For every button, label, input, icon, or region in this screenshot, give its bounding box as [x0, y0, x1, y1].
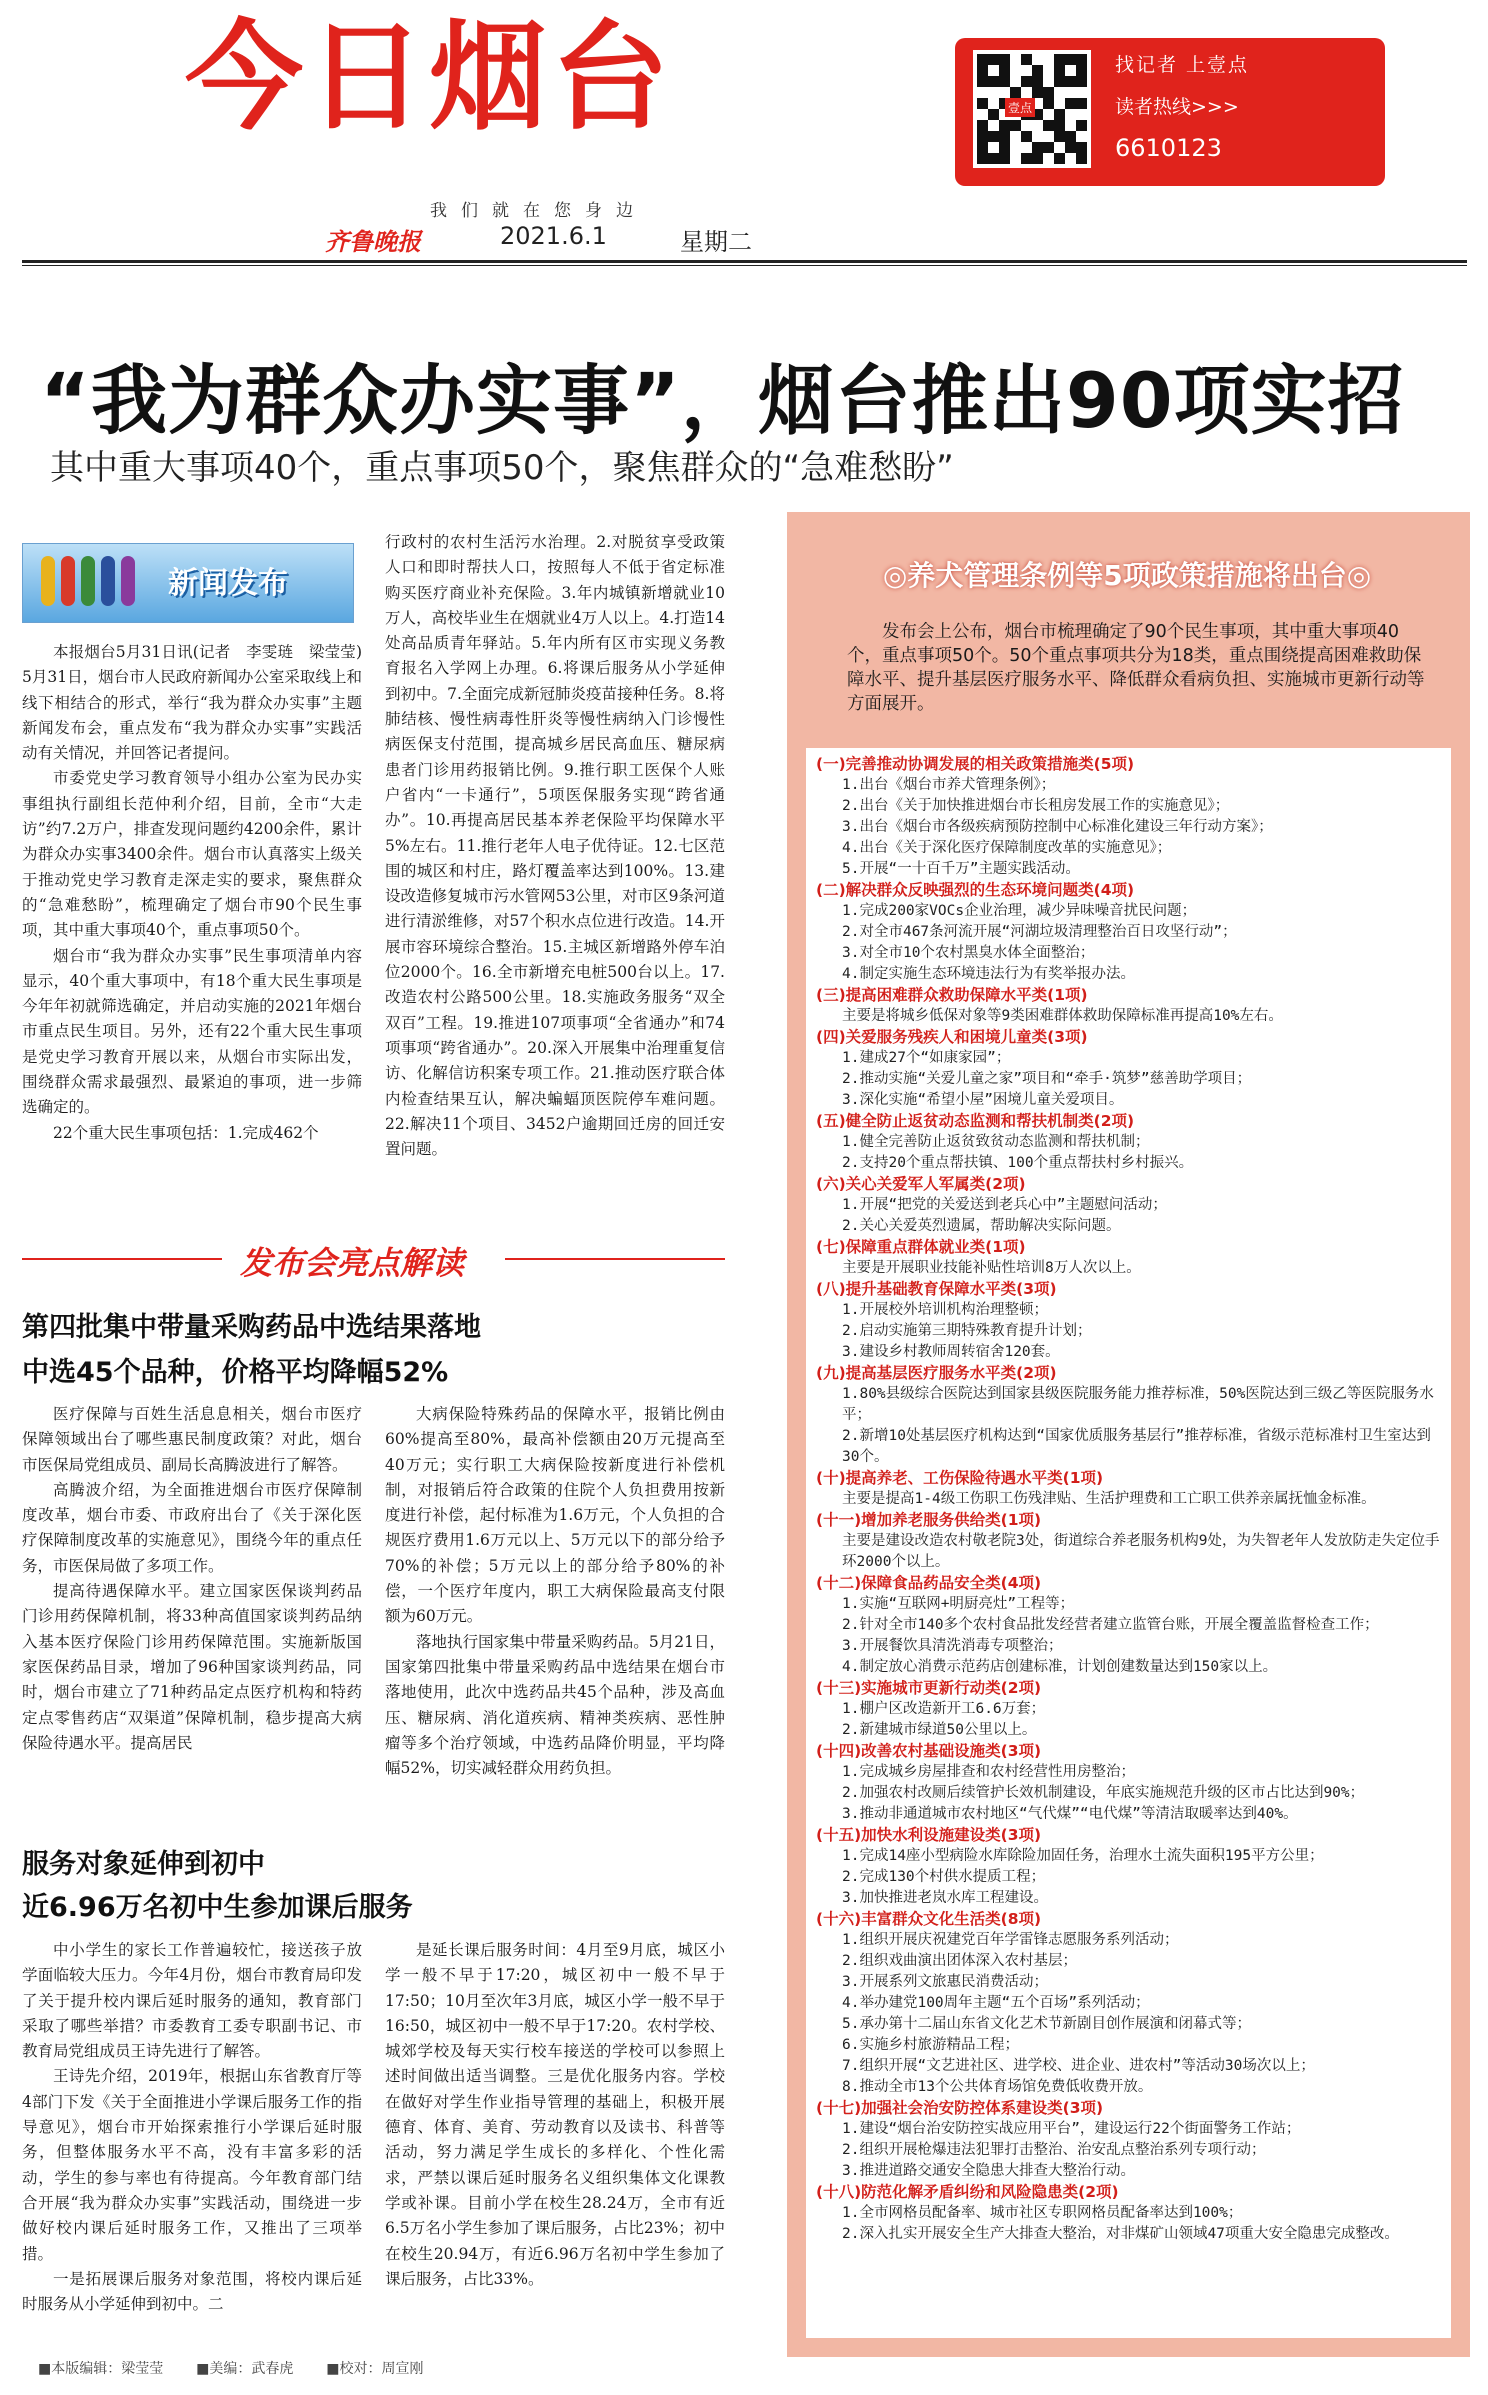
lead-paragraph: 烟台市“我为群众办实事”民生事项清单内容显示，40个重大事项中，有18个重大民生事项是今年年初就筛选确定，并启动实施的2021年烟台市重点民生项目。另外，还有22个重大民生事项是党史学习教育开展以来，从烟台市实际出发，围绕群众需求最强烈、最紧迫的事项，进一步筛选确定的。 — [22, 946, 362, 1117]
policy-item: 1.健全完善防止返贫致贫动态监测和帮扶机制； — [842, 1134, 1150, 1150]
policy-item: 1.80%县级综合医院达到国家县级医院服务能力推荐标准，50%医院达到三级乙等医院服务水平； — [842, 1386, 1434, 1423]
hotline-number: 6610123 — [1115, 134, 1222, 162]
policy-item: 4.举办建党100周年主题“五个百场”系列活动； — [842, 1995, 1150, 2011]
policy-item: 5.承办第十二届山东省文化艺术节新剧目创作展演和闭幕式等； — [842, 2016, 1251, 2032]
article1-title-line1: 第四批集中带量采购药品中选结果落地 — [22, 1312, 481, 1343]
policy-item: 4.制定放心消费示范药店创建标准，计划创建数量达到150家以上。 — [842, 1659, 1278, 1675]
lead-column-1 — [22, 640, 378, 1146]
policy-item: 1.建成27个“如康家园”； — [842, 1050, 1011, 1066]
policy-category-title: (十七)加强社会治安防控体系建设类(3项) — [816, 2099, 1104, 2117]
policy-category-title: (七)保障重点群体就业类(1项) — [816, 1238, 1026, 1256]
policy-item: 2.新建城市绿道50公里以上。 — [842, 1722, 1037, 1738]
banner-rule-right — [505, 1258, 725, 1260]
policy-item: 1.建设“烟台治安防控实战应用平台”，建设运行22个街面警务工作站； — [842, 2121, 1301, 2137]
article1-paragraph: 大病保险特殊药品的保障水平，报销比例由60%提高至80%，最高补偿额由20万元提高至40万元；实行职工大病保险按新度进行补偿机制，对报销后符合政策的住院个人负担费用按新度进行补偿，起付标准为1.6万元，个人负担的合规医疗费用1.6万元以上、5万元以下的部分给予70%的补偿；5万元以上的部分给予80%的补偿，一个医疗年度内，职工大病保险最高支付限额为60万元。 — [385, 1405, 725, 1626]
policy-category-title: (十三)实施城市更新行动类(2项) — [816, 1679, 1042, 1697]
lead-paragraph: 22个重大民生事项包括：1.完成462个 — [53, 1123, 319, 1142]
policy-item: 3.深化实施“希望小屋”困境儿童关爱项目。 — [842, 1092, 1124, 1108]
lead-paragraph: 本报烟台5月31日讯(记者 李雯琏 梁莹莹) 5月31日，烟台市人民政府新闻办公室采取线上和线下相结合的形式，举行“我为群众办实事”主题新闻发布会，重点发布“我为群众办实事”实践活动有关情况，并回答记者提问。 — [22, 643, 378, 763]
policy-item: 3.建设乡村教师周转宿舍120套。 — [842, 1344, 1060, 1360]
reader-contact-box — [955, 38, 1385, 186]
policy-category-title: (六)关心关爱军人军属类(2项) — [816, 1175, 1026, 1193]
article1-title-line2: 中选45个品种，价格平均降幅52% — [22, 1357, 449, 1388]
policy-item: 1.完成200家VOCs企业治理，减少异味噪音扰民问题； — [842, 903, 1197, 919]
masthead-divider — [22, 260, 1467, 263]
policy-item: 主要是开展职业技能补贴性培训8万人次以上。 — [842, 1260, 1141, 1276]
policy-category-title: (十二)保障食品药品安全类(4项) — [816, 1574, 1042, 1592]
article2-paragraph: 王诗先介绍，2019年，根据山东省教育厅等4部门下发《关于全面推进小学课后服务工作的指导意见》，烟台市开始探索推行小学课后延时服务，但整体服务水平不高，没有丰富多彩的活动，学生的参与率也有待提高。今年教育部门结合开展“我为群众办实事”实践活动，围绕进一步做好校内课后延时服务工作，又推出了三项举措。 — [22, 2067, 362, 2263]
policy-item: 主要是提高1-4级工伤职工伤残津贴、生活护理费和工亡职工供养亲属抚恤金标准。 — [842, 1491, 1376, 1507]
policy-item: 3.对全市10个农村黑臭水体全面整治； — [842, 945, 1095, 961]
policy-box — [787, 512, 1470, 2357]
policy-item: 4.制定实施生态环境违法行为有奖举报办法。 — [842, 966, 1135, 982]
policy-item: 2.出台《关于加快推进烟台市长租房发展工作的实施意见》； — [842, 798, 1230, 814]
issue-weekday: 星期二 — [680, 228, 752, 256]
policy-item: 2.推动实施“关爱儿童之家”项目和“牵手·筑梦”慈善助学项目； — [842, 1071, 1252, 1087]
policy-item: 1.开展校外培训机构治理整顿； — [842, 1302, 1048, 1318]
policy-item: 3.开展餐饮具清洗消毒专项整治； — [842, 1638, 1063, 1654]
policy-category-title: (十八)防范化解矛盾纠纷和风险隐患类(2项) — [816, 2183, 1119, 2201]
article1-column-1 — [22, 1402, 362, 1756]
news-release-badge — [22, 543, 354, 623]
lead-continued-text: 行政村的农村生活污水治理。2.对脱贫享受政策人口和即时帮扶人口，按照每人不低于省定标准购买医疗商业补充保险。3.年内城镇新增就业10万人，高校毕业生在烟就业4万人以上。4.打造14处高品质青年驿站。5.年内所有区市实现义务教育报名入学网上办理。6.将课后服务从小学延伸到初中。7.全面完成新冠肺炎疫苗接种任务。8.将肺结核、慢性病毒性肝炎等慢性病纳入门诊慢性病医保支付范围，提高城乡居民高血压、糖尿病患者门诊用药报销比例。9.推行职工医保个人账户省内“一卡通行”，5项医保服务实现“跨省通办”。10.再提高居民基本养老保险平均保障水平5%左右。11.推行老年人电子优待证。12.七区范围的城区和村庄，路灯覆盖率达到100%。13.建设改造修复城市污水管网53公里，对市区9条河道进行清淤维修，对57个积水点位进行改造。14.开展市容环境综合整治。15.主城区新增路外停车泊位2000个。16.全市新增充电桩500台以上。17.改造农村公路500公里。18.实施政务服务“双全双百”工程。19.推进107项事项“全省通办”和74项事项“跨省通办”。20.深入开展集中治理重复信访、化解信访积案专项工作。21.推动医疗联合体内检查结果互认，解决蝙蝠顶医院停车难问题。22.解决11个项目、3452户逾期回迁房的回迁安置问题。 — [385, 533, 725, 1159]
policy-item: 1.棚户区改造新开工6.6万套； — [842, 1701, 1046, 1717]
policy-item: 1.完成城乡房屋排查和农村经营性用房整治； — [842, 1764, 1135, 1780]
news-release-label: 新闻发布 — [168, 566, 288, 601]
banner-rule-left — [22, 1258, 222, 1260]
article2-paragraph: 中小学生的家长工作普遍较忙，接送孩子放学面临较大压力。今年4月份，烟台市教育局印发了关于提升校内课后延时服务的通知，教育部门采取了哪些举措？市委教育工委专职副书记、市教育局党组成员王诗先进行了解答。 — [22, 1941, 362, 2061]
article2-title-line2: 近6.96万名初中生参加课后服务 — [22, 1892, 413, 1923]
policy-item: 1.实施“互联网+明厨亮灶”工程等； — [842, 1596, 1075, 1612]
policy-category-title: (八)提升基础教育保障水平类(3项) — [816, 1280, 1057, 1298]
policy-item: 2.对全市467条河流开展“河湖垃圾清理整治百日攻坚行动”； — [842, 924, 1237, 940]
policy-category-title: (十一)增加养老服务供给类(1项) — [816, 1511, 1042, 1529]
policy-item: 7.组织开展“文艺进社区、进学校、进企业、进农村”等活动30场次以上； — [842, 2058, 1315, 2074]
policy-category-title: (三)提高困难群众救助保障水平类(1项) — [816, 986, 1088, 1004]
issue-date: 2021.6.1 — [500, 222, 607, 250]
policy-item: 2.深入扎实开展安全生产大排查大整治，对非煤矿山领域47项重大安全隐患完成整改。 — [842, 2226, 1399, 2242]
article1-paragraph: 高腾波介绍，为全面推进烟台市医疗保障制度改革，烟台市委、市政府出台了《关于深化医疗保障制度改革的实施意见》，围绕今年的重点任务，市医保局做了多项工作。 — [22, 1480, 362, 1575]
article2-paragraph: 是延长课后服务时间：4月至9月底，城区小学一般不早于17:20，城区初中一般不早于17:50；10月至次年3月底，城区小学一般不早于16:50，城区初中一般不早于17:20。农村学校、城郊学校及每天实行校车接送的学校可以参照上述时间做出适当调整。三是优化服务内容。学校在做好对学生作业指导管理的基础上，积极开展德育、体育、美育、劳动教育以及读书、科普等活动，努力满足学生成长的多样化、个性化需求，严禁以课后延时服务名义组织集体文化课教学或补课。目前小学在校生28.24万，全市有近6.5万名小学生参加了课后服务，占比23%；初中在校生20.94万，有近6.96万名初中学生参加了课后服务，占比33%。 — [385, 1941, 725, 2288]
masthead-slogan: 我们就在您身边 — [430, 201, 647, 221]
policy-box-intro: 发布会上公布，烟台市梳理确定了90个民生事项，其中重大事项40个，重点事项50个。50个重点事项共分为18类，重点围绕提高困难救助保障水平、提升基层医疗服务水平、降低群众看病负担、实施城市更新行动等方面展开。 — [847, 622, 1425, 714]
masthead-divider-thin — [22, 265, 1467, 266]
policy-item: 1.全市网格员配备率、城市社区专职网格员配备率达到100%； — [842, 2205, 1243, 2221]
policy-category-title: (一)完善推动协调发展的相关政策措施类(5项) — [816, 755, 1135, 773]
policy-item: 3.加快推进老岚水库工程建设。 — [842, 1890, 1048, 1906]
policy-item: 8.推动全市13个公共体育场馆免费低收费开放。 — [842, 2079, 1153, 2095]
masthead-title: 今日烟台 — [185, 8, 674, 146]
lead-column-2 — [385, 530, 725, 1162]
policy-category-title: (十四)改善农村基础设施类(3项) — [816, 1742, 1042, 1760]
microphone-icon — [121, 556, 135, 606]
policy-item: 主要是建设改造农村敬老院3处，街道综合养老服务机构9处，为失智老年人发放防走失定位手环2000个以上。 — [842, 1533, 1440, 1570]
policy-item: 2.启动实施第三期特殊教育提升计划； — [842, 1323, 1092, 1339]
policy-category-title: (十)提高养老、工伤保险待遇水平类(1项) — [816, 1469, 1104, 1487]
policy-item: 2.新增10处基层医疗机构达到“国家优质服务基层行”推荐标准，省级示范标准村卫生室达到30个。 — [842, 1428, 1431, 1465]
policy-item: 6.实施乡村旅游精品工程； — [842, 2037, 1019, 2053]
policy-item: 主要是将城乡低保对象等9类困难群体救助保障标准再提高10%左右。 — [842, 1008, 1283, 1024]
policy-item: 3.推动非通道城市农村地区“气代煤”“电代煤”等清洁取暖率达到40%。 — [842, 1806, 1298, 1822]
policy-item: 2.支持20个重点帮扶镇、100个重点帮扶村乡村振兴。 — [842, 1155, 1194, 1171]
policy-list — [806, 748, 1451, 2338]
microphone-icon — [101, 556, 115, 606]
article2-column-1 — [22, 1938, 362, 2317]
designer-credit: ■美编：武春虎 — [196, 2361, 294, 2377]
policy-item: 2.加强农村改厕后续管护长效机制建设，年底实施规范升级的区市占比达到90%； — [842, 1785, 1365, 1801]
qr-label: 壹点 — [1005, 98, 1035, 117]
policy-category-title: (十五)加快水利设施建设类(3项) — [816, 1826, 1042, 1844]
policy-item: 2.关心关爱英烈遗属，帮助解决实际问题。 — [842, 1218, 1121, 1234]
newspaper-logo: 齐鲁晚报 — [325, 227, 421, 256]
policy-item: 2.组织戏曲演出团体深入农村基层； — [842, 1953, 1077, 1969]
page-credits — [38, 2358, 424, 2378]
microphone-icon — [41, 556, 55, 606]
sub-headline: 其中重大事项40个，重点事项50个，聚焦群众的“急难愁盼” — [50, 448, 954, 488]
article2-paragraph: 一是拓展课后服务对象范围，将校内课后延时服务从小学延伸到初中。二 — [22, 2269, 362, 2314]
policy-item: 3.推进道路交通安全隐患大排查大整治行动。 — [842, 2163, 1135, 2179]
article1-paragraph: 医疗保障与百姓生活息息相关，烟台市医疗保障领域出台了哪些惠民制度政策？对此，烟台市医保局党组成员、副局长高腾波进行了解答。 — [22, 1405, 362, 1474]
contact-line-2: 读者热线>>> — [1115, 96, 1239, 118]
policy-item: 4.出台《关于深化医疗保障制度改革的实施意见》； — [842, 840, 1172, 856]
contact-line-1: 找记者 上壹点 — [1115, 54, 1250, 76]
article1-column-2 — [385, 1402, 725, 1781]
article1-paragraph: 提高待遇保障水平。建立国家医保谈判药品门诊用药保障机制，将33种高值国家谈判药品纳入基本医疗保险门诊用药保障范围。实施新版国家医保药品目录，增加了96种国家谈判药品，同时，烟台市建立了71种药品定点医疗机构和特药定点零售药店“双渠道”保障机制，稳步提高大病保险待遇水平。提高居民 — [22, 1582, 362, 1752]
policy-box-title: ◎养犬管理条例等5项政策措施将出台◎ — [882, 559, 1372, 592]
microphone-icon — [61, 556, 75, 606]
policy-item: 2.针对全市140多个农村食品批发经营者建立监管台账，开展全覆盖监督检查工作； — [842, 1617, 1379, 1633]
lead-paragraph: 市委党史学习教育领导小组办公室为民办实事组执行副组长范仲利介绍，目前，全市“大走访”约7.2万户，排查发现问题约4200余件，累计为群众办实事3400余件。烟台市认真落实上级关于推动党史学习教育走深走实的要求，聚焦群众的“急难愁盼”，梳理确定了烟台市90个民生事项，其中重大事项40个，重点事项50个。 — [22, 769, 362, 940]
policy-category-title: (二)解决群众反映强烈的生态环境问题类(4项) — [816, 881, 1135, 899]
policy-item: 1.开展“把党的关爱送到老兵心中”主题慰问活动； — [842, 1197, 1167, 1213]
policy-category-title: (十六)丰富群众文化生活类(8项) — [816, 1910, 1042, 1928]
proofreader-credit: ■校对：周宣刚 — [326, 2361, 424, 2377]
article2-column-2 — [385, 1938, 725, 2292]
policy-category-title: (九)提高基层医疗服务水平类(2项) — [816, 1364, 1057, 1382]
policy-item: 2.组织开展枪爆违法犯罪打击整治、治安乱点整治系列专项行动； — [842, 2142, 1266, 2158]
editor-credit: ■本版编辑：梁莹莹 — [38, 2361, 164, 2377]
article1-paragraph: 落地执行国家集中带量采购药品。5月21日，国家第四批集中带量采购药品中选结果在烟台市落地使用，此次中选药品共45个品种，涉及高血压、糖尿病、消化道疾病、精神类疾病、恶性肿瘤等多个治疗领域，中选药品降价明显，平均降幅52%，切实减轻群众用药负担。 — [385, 1632, 725, 1778]
policy-item: 3.开展系列文旅惠民消费活动； — [842, 1974, 1048, 1990]
policy-item: 1.完成14座小型病险水库除险加固任务，治理水土流失面积195平方公里； — [842, 1848, 1324, 1864]
policy-item: 2.完成130个村供水提质工程； — [842, 1869, 1046, 1885]
microphone-icon — [81, 556, 95, 606]
policy-item: 5.开展“一十百千万”主题实践活动。 — [842, 861, 1080, 877]
policy-category-title: (四)关爱服务残疾人和困境儿童类(3项) — [816, 1028, 1088, 1046]
policy-item: 1.组织开展庆祝建党百年学雷锋志愿服务系列活动； — [842, 1932, 1179, 1948]
policy-item: 3.出台《烟台市各级疾病预防控制中心标准化建设三年行动方案》； — [842, 819, 1273, 835]
policy-category-title: (五)健全防止返贫动态监测和帮扶机制类(2项) — [816, 1112, 1135, 1130]
article2-title-line1: 服务对象延伸到初中 — [22, 1849, 265, 1880]
policy-item: 1.出台《烟台市养犬管理条例》； — [842, 777, 1056, 793]
highlights-banner: 发布会亮点解读 — [240, 1244, 465, 1282]
main-headline: “我为群众办实事”，烟台推出90项实招 — [40, 356, 1405, 445]
